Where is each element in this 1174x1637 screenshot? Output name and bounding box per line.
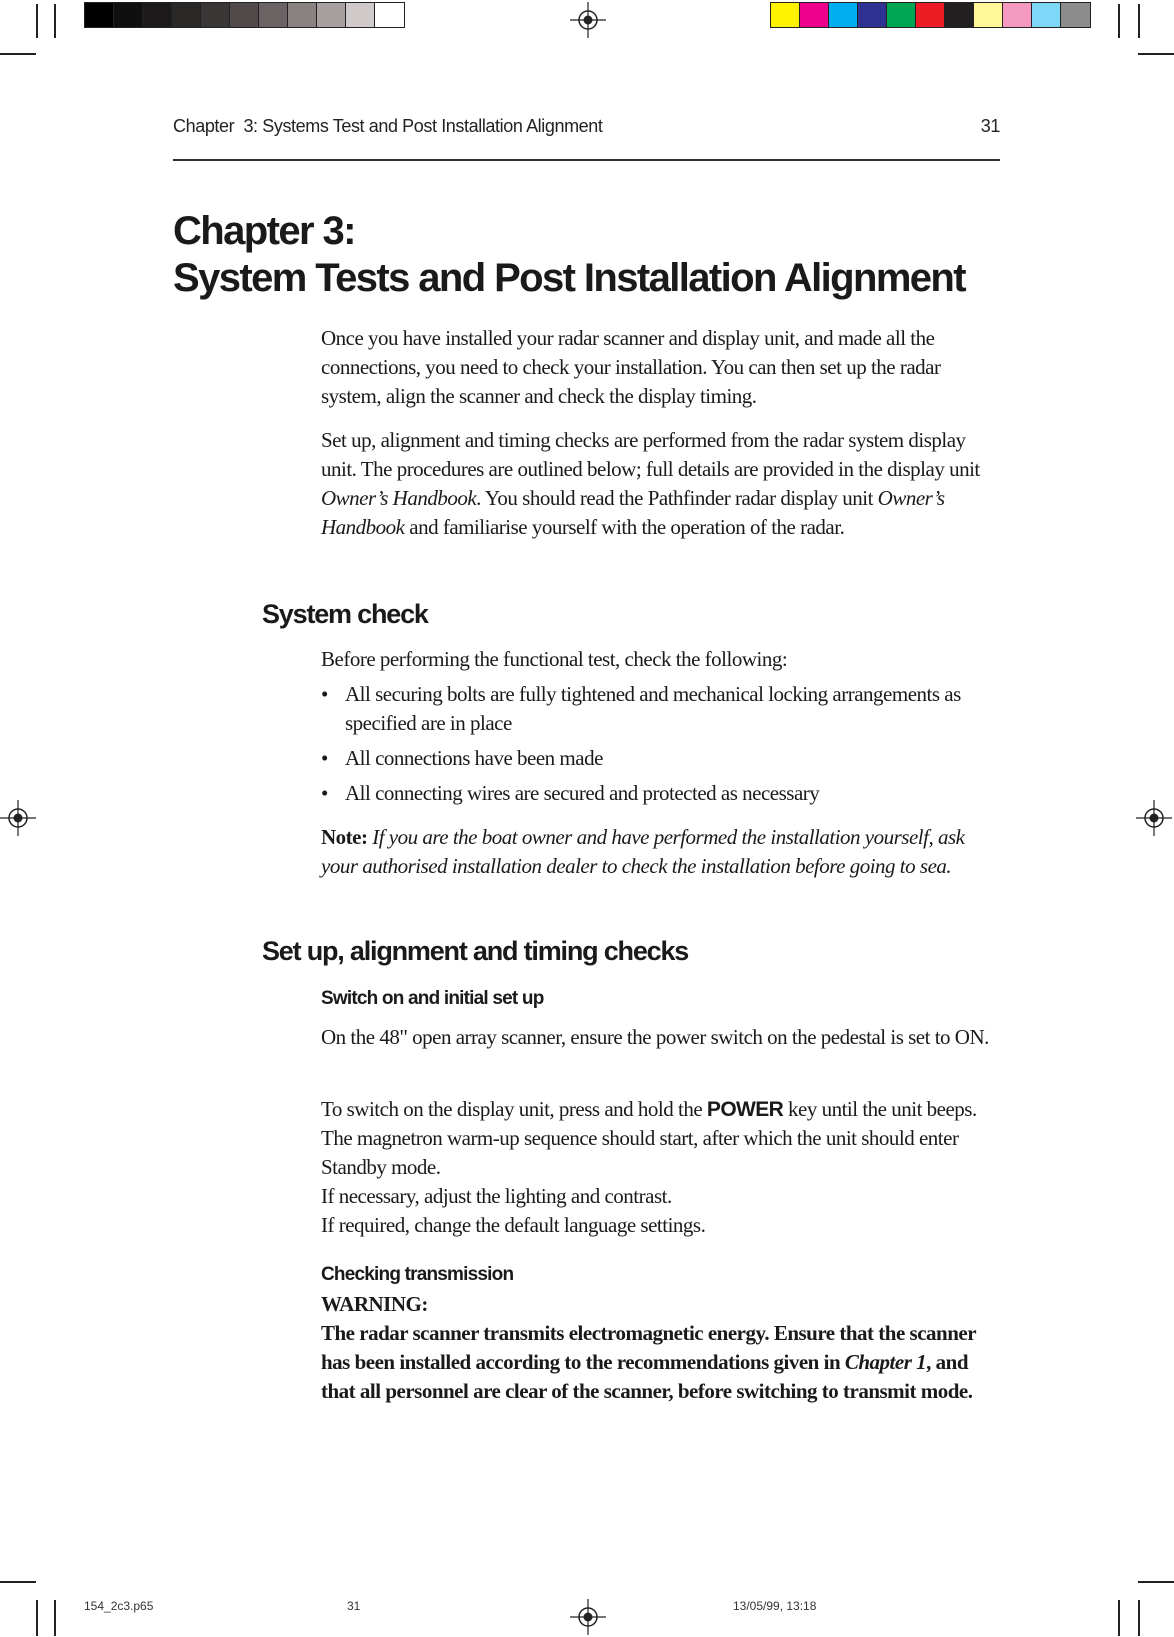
switch-on-paragraph-1: On the 48" open array scanner, ensure the power switch on the pedestal is set to ON. (321, 1025, 989, 1049)
color-swatch (346, 3, 375, 27)
running-header (173, 116, 1000, 137)
color-swatch (317, 3, 346, 27)
color-swatch (201, 3, 230, 27)
intro-paragraph-2: Set up, alignment and timing checks are performed from the radar system display unit. The procedures are outlined below; full details are provided in the display unit Owner’s Handbook. You should read the Pathfinder radar display unit Owner’s Handbook and familiarise yourself with the operation of the radar. (321, 428, 980, 539)
color-swatch (829, 3, 858, 27)
handbook-reference: Owner’s Handbook (321, 486, 477, 510)
color-swatch (916, 3, 945, 27)
registration-mark-icon (1136, 800, 1172, 836)
process-color-bar (770, 2, 1091, 28)
grayscale-color-bar (84, 2, 405, 28)
note-text: If you are the boat owner and have performed the installation yourself, ask your authorised installation dealer to check the installation before going to sea. (321, 825, 965, 878)
subheading-checking-transmission: Checking transmission (321, 1264, 514, 1285)
color-swatch (800, 3, 829, 27)
handbook-reference: Owner’s Handbook (321, 486, 945, 539)
list-item: • All connecting wires are secured and protected as necessary (321, 781, 820, 805)
color-swatch (974, 3, 1003, 27)
system-check-list (321, 680, 1001, 814)
registration-mark-icon (570, 1599, 606, 1635)
color-swatch (288, 3, 317, 27)
system-check-lead: Before performing the functional test, check the following: (321, 647, 788, 671)
footer-page-number: 31 (347, 1599, 361, 1613)
note-paragraph (321, 823, 1001, 881)
section-heading-setup: Set up, alignment and timing checks (262, 936, 689, 966)
color-swatch (858, 3, 887, 27)
color-swatch (85, 3, 114, 27)
color-swatch (172, 3, 201, 27)
color-swatch (1032, 3, 1061, 27)
footer-file-name: 154_2c3.p65 (84, 1599, 154, 1613)
color-swatch (771, 3, 800, 27)
footer-timestamp: 13/05/99, 13:18 (733, 1599, 817, 1613)
note-label: Note: (321, 825, 368, 849)
color-swatch (114, 3, 143, 27)
color-swatch (143, 3, 172, 27)
color-swatch (887, 3, 916, 27)
color-swatch (375, 3, 404, 27)
list-item: • All connections have been made (321, 746, 603, 770)
page-number: 31 (980, 116, 1000, 136)
color-swatch (1003, 3, 1032, 27)
section-heading-system-check: System check (262, 599, 428, 629)
list-item: • All securing bolts are fully tightened and mechanical locking arrangements as specified are in place (321, 682, 961, 735)
color-swatch (259, 3, 288, 27)
running-header-title: Chapter 3: Systems Test and Post Installation Alignment (173, 116, 603, 136)
lighting-instruction: If necessary, adjust the lighting and contrast. (321, 1184, 672, 1208)
registration-mark-icon (570, 2, 606, 38)
color-swatch (1061, 3, 1090, 27)
color-swatch (945, 3, 974, 27)
intro-paragraph-1: Once you have installed your radar scanner and display unit, and made all the connections, you need to check your installation. You can then set up the radar system, align the scanner and check the display timing. (321, 326, 941, 408)
warning-label: WARNING: (321, 1292, 428, 1316)
power-key-label: POWER (706, 1098, 784, 1121)
chapter-reference: Chapter 1 (844, 1350, 927, 1374)
switch-on-paragraph-2: To switch on the display unit, press and hold the POWER key until the unit beeps. The magnetron warm-up sequence should start, after which the unit should enter Standby mode. If necessary, adjust the lighting and contrast. If required, change the default language settings. (321, 1097, 977, 1237)
header-rule (173, 159, 1000, 161)
registration-mark-icon (0, 800, 36, 836)
warning-block: WARNING: The radar scanner transmits electromagnetic energy. Ensure that the scanner has been installed according to the recommendations given in Chapter 1, and that all personnel are clear of the scanner, before switching to transmit mode. (321, 1292, 976, 1403)
subheading-switch-on: Switch on and initial set up (321, 988, 544, 1009)
chapter-title (173, 208, 1073, 302)
language-instruction: If required, change the default language settings. (321, 1213, 706, 1237)
chapter-name: System Tests and Post Installation Alignment (173, 256, 965, 300)
color-swatch (230, 3, 259, 27)
chapter-number: Chapter 3: (173, 209, 355, 253)
